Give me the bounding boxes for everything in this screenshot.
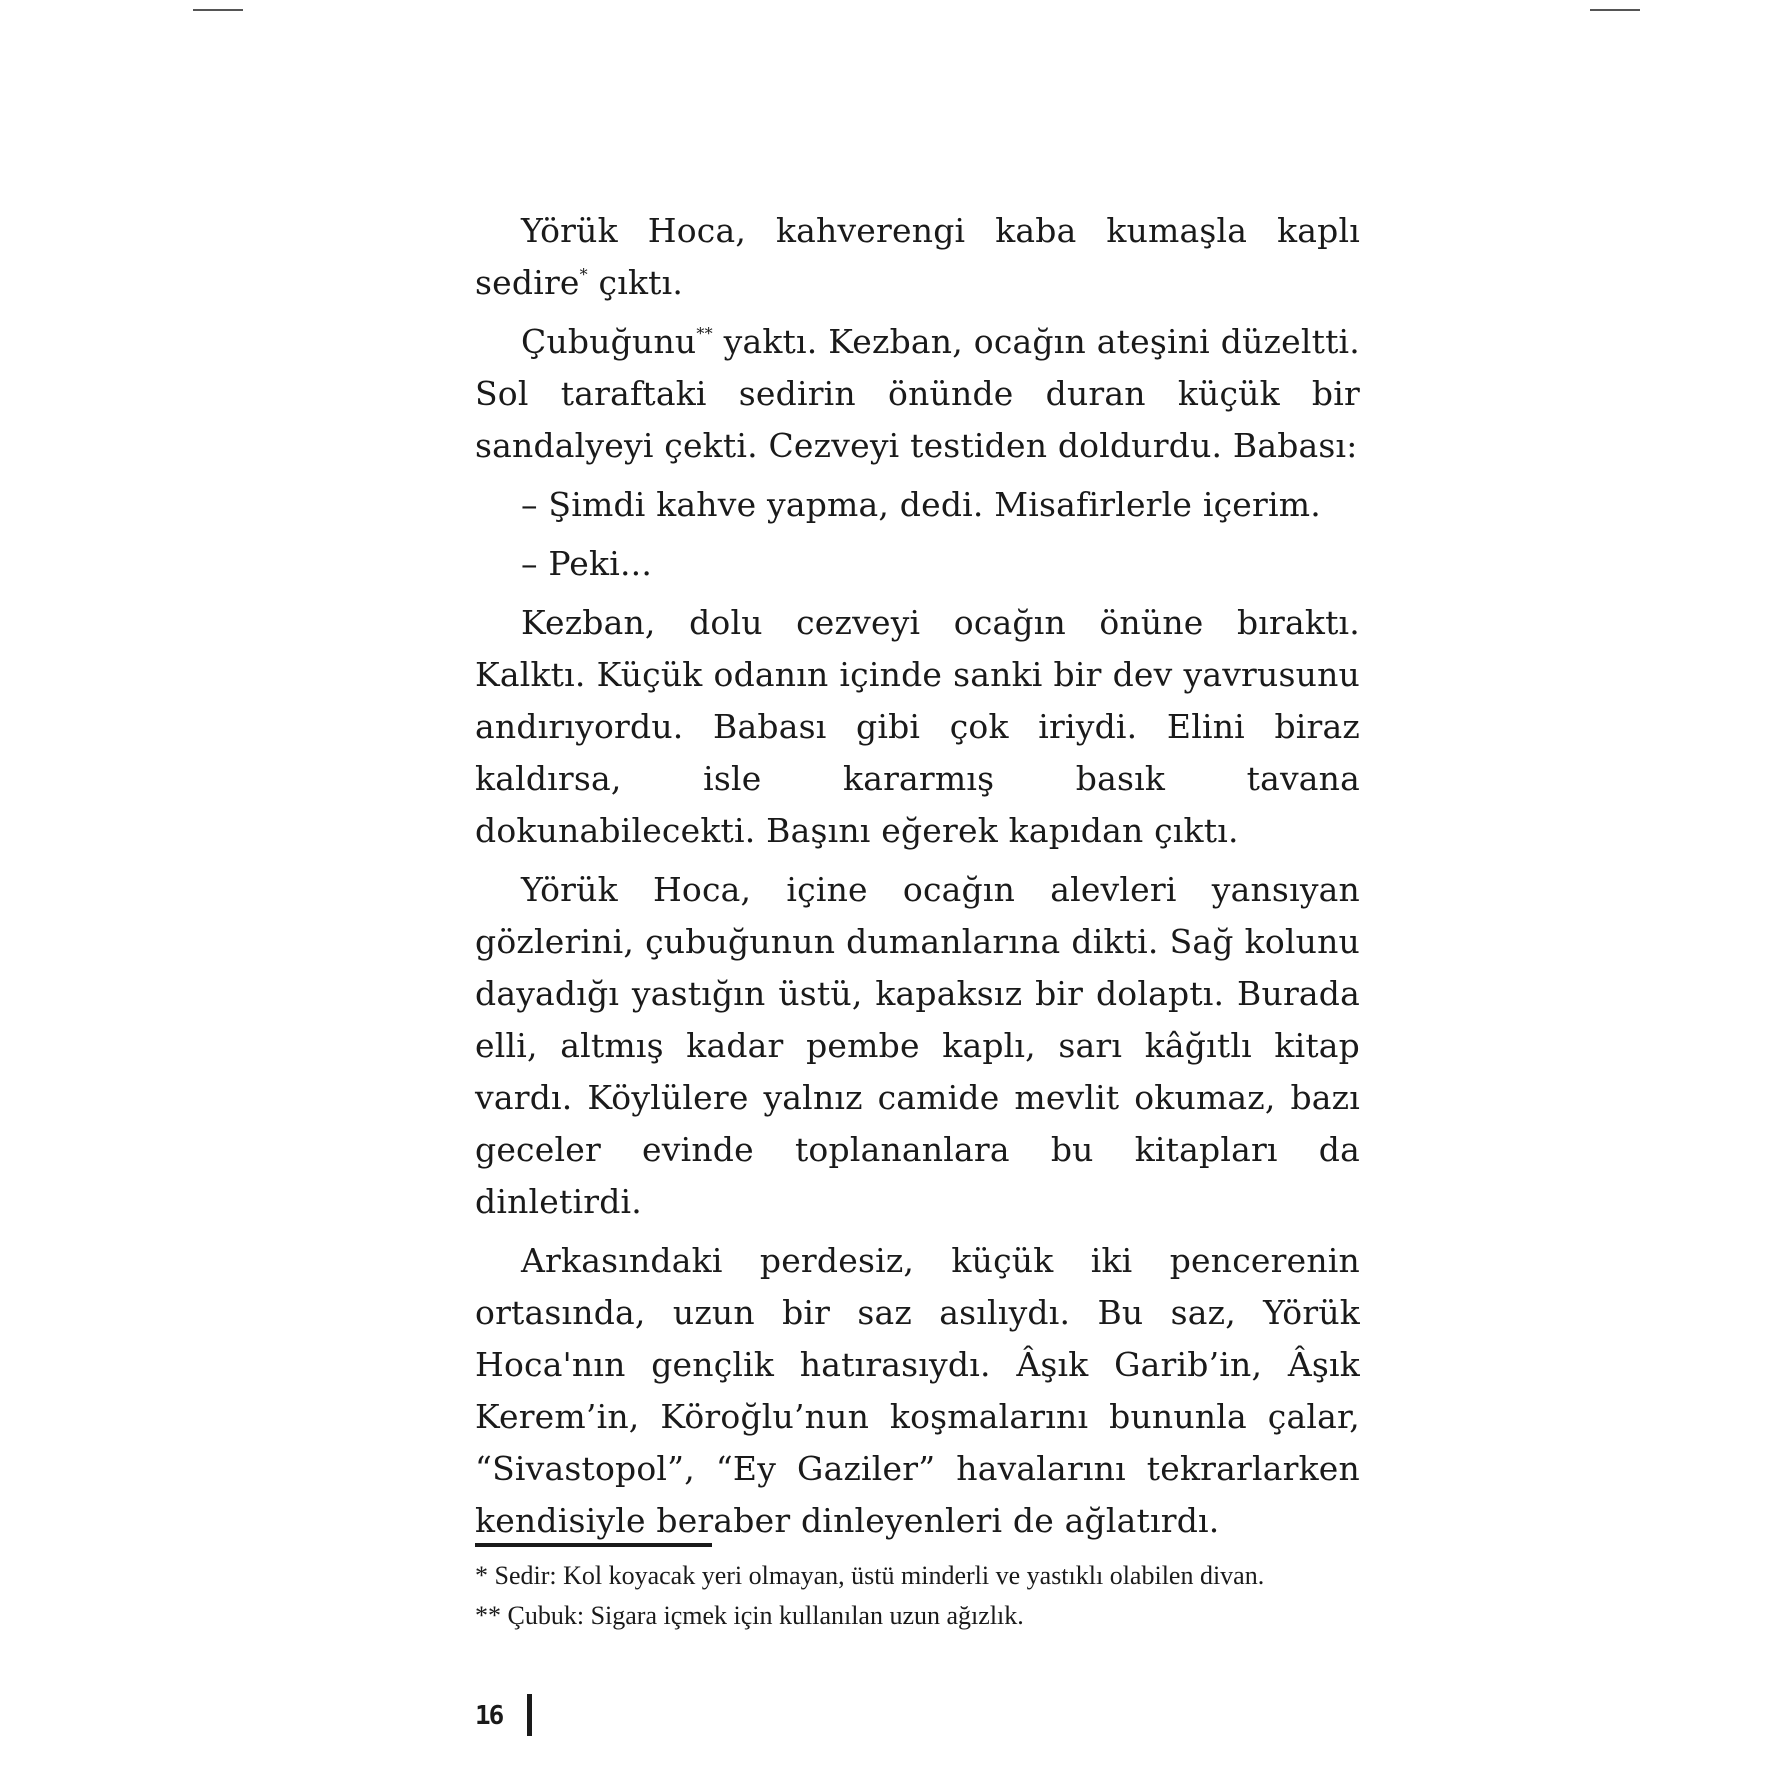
paragraph-1 (475, 205, 1360, 309)
page-number: 16 (475, 1701, 503, 1731)
paragraph-1-text-end: çıktı. (587, 263, 684, 302)
dialog-line-1: – Şimdi kahve yapma, dedi. Misafirlerle içerim. (521, 485, 1321, 524)
footnote-1: * Sedir: Kol koyacak yeri olmayan, üstü minderli ve yastıklı olabilen divan. (475, 1561, 1265, 1590)
paragraph-2-text: Çubuğunu (521, 322, 697, 361)
footnote-separator (475, 1543, 712, 1547)
footnotes (475, 1556, 1375, 1636)
footnote-2: ** Çubuk: Sigara içmek için kullanılan uzun ağızlık. (475, 1601, 1024, 1630)
paragraph-2 (475, 316, 1360, 472)
page-number-bar (527, 1694, 532, 1736)
paragraph-4: Yörük Hoca, içine ocağın alevleri yansıyan gözlerini, çubuğunun dumanlarına dikti. Sağ kolunu dayadığı yastığın üstü, kapaksız bir dolaptı. Burada elli, altmış kadar pembe kaplı, sarı kâğıtlı kitap vardı. Köylülere yalnız camide mevlit okumaz, bazı geceler evinde toplananlara bu kitapları da dinletirdi. (475, 870, 1360, 1221)
footnote-marker-2: ** (696, 324, 713, 343)
paragraph-5: Arkasındaki perdesiz, küçük iki pencerenin ortasında, uzun bir saz asılıydı. Bu saz, Yörük Hoca'nın gençlik hatırasıydı. Âşık Garib’in, Âşık Kerem’in, Köroğlu’nun koşmalarını bununla çalar, “Sivastopol”, “Ey Gaziler” havalarını tekrarlarken kendisiyle beraber dinleyenleri de ağlatırdı. (475, 1241, 1360, 1540)
dialog-line-2: – Peki... (521, 544, 653, 583)
paragraph-2-text-end: yaktı. Kezban, ocağın ateşini düzeltti. Sol taraftaki sedirin önünde duran küçük bir sandalyeyi çekti. Cezveyi testiden doldurdu. Babası: (475, 322, 1360, 465)
body-text (475, 205, 1360, 1554)
crop-mark-right (1590, 9, 1640, 11)
footnote-marker-1: * (579, 265, 588, 284)
crop-mark-left (193, 9, 243, 11)
paragraph-1-text: Yörük Hoca, kahverengi kaba kumaşla kaplı sedire (475, 211, 1360, 302)
paragraph-3: Kezban, dolu cezveyi ocağın önüne bıraktı. Kalktı. Küçük odanın içinde sanki bir dev yavrusunu andırıyordu. Babası gibi çok iriydi. Elini biraz kaldırsa, isle kararmış basık tavana dokunabilecekti. Başını eğerek kapıdan çıktı. (475, 603, 1360, 850)
